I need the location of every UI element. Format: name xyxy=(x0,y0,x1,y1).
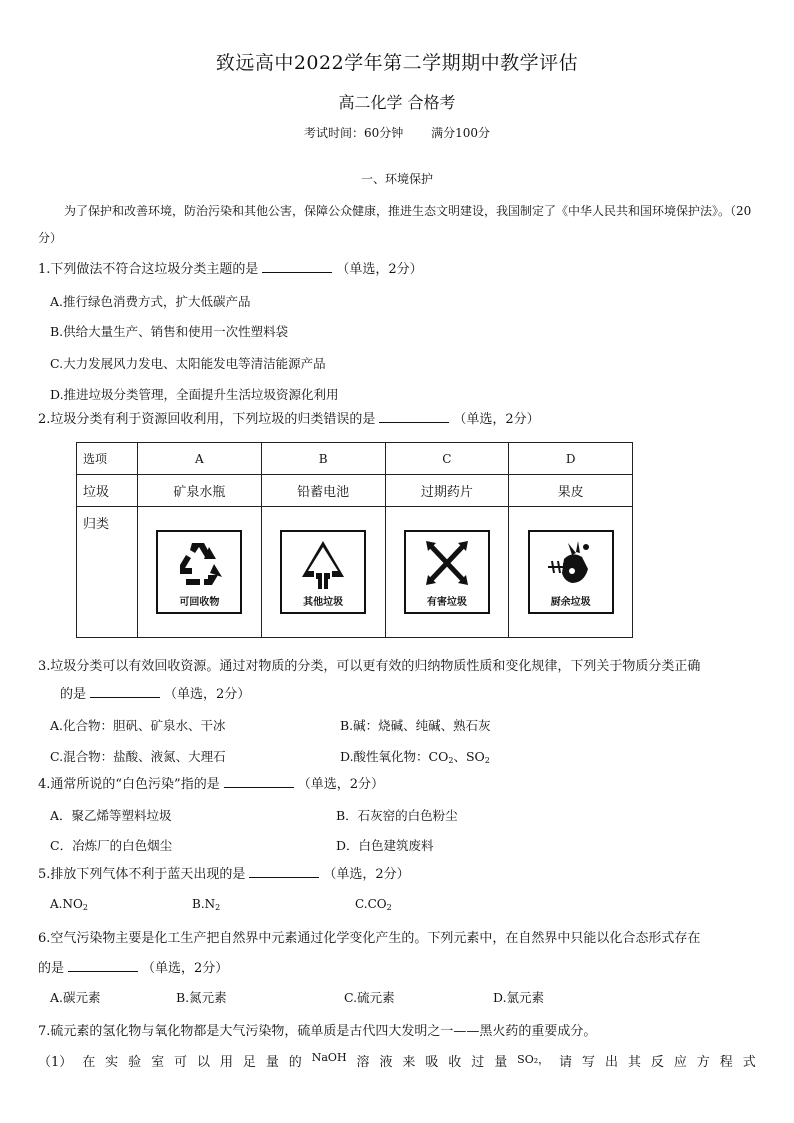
question-7-part-1-char: 溶 xyxy=(356,1055,370,1070)
q4-option-d: D．白色建筑废料 xyxy=(336,838,434,853)
hazardous-icon xyxy=(418,537,476,593)
sign-label: 其他垃圾 xyxy=(303,597,344,608)
question-7-part-1-char: 室 xyxy=(151,1055,165,1070)
q6-option-a: A.碳元素 xyxy=(50,990,101,1005)
hazardous-sign xyxy=(404,530,490,614)
table-cell xyxy=(138,507,262,638)
q1-option-d: D.推进垃圾分类管理，全面提升生活垃圾资源化利用 xyxy=(50,387,339,402)
column-header: B xyxy=(261,443,385,475)
subscript: 2 xyxy=(386,903,392,912)
question-7-part-1 xyxy=(38,1051,756,1070)
q5-option-c xyxy=(355,897,392,912)
q5-option-a xyxy=(50,897,88,912)
q6-option-d: D.氯元素 xyxy=(493,990,545,1005)
section-intro: 为了保护和改善环境，防治污染和其他公害，保障公众健康，推进生态文明建设，我国制定了《中华人民共和国环境保护法》。（20分） xyxy=(38,204,752,245)
answer-blank[interactable] xyxy=(68,958,138,972)
question-4-stem: 4.通常所说的“白色污染”指的是 xyxy=(38,777,220,792)
table-cell xyxy=(261,507,385,638)
question-tail: （单选，2分） xyxy=(164,687,251,702)
other-waste-sign xyxy=(280,530,366,614)
q6-option-c: C.硫元素 xyxy=(344,990,395,1005)
q4-option-c: C．冶炼厂的白色烟尘 xyxy=(50,838,173,853)
garbage-classification-table xyxy=(76,442,633,638)
question-7-part-1-char: 的 xyxy=(288,1055,302,1070)
question-7-part-1-char: 出 xyxy=(604,1055,618,1070)
sign-label: 有害垃圾 xyxy=(426,597,467,608)
question-7-part-1-char: NaOH xyxy=(311,1051,347,1064)
question-7-stem: 7.硫元素的氢化物与氧化物都是大气污染物，硫单质是古代四大发明之一——黑火药的重要成分。 xyxy=(38,1024,597,1039)
question-7-part-1-char: 收 xyxy=(448,1055,462,1070)
question-3-line2 xyxy=(60,683,250,702)
question-2 xyxy=(38,408,540,427)
question-7-part-1-char: 量 xyxy=(494,1055,508,1070)
question-3-stem: 3.垃圾分类可以有效回收资源。通过对物质的分类，可以更有效的归纳物质性质和变化规律，下列关于物质分类正确 xyxy=(38,659,701,674)
question-tail: （单选，2分） xyxy=(453,412,540,427)
option-text: C.CO xyxy=(355,897,387,911)
column-header: A xyxy=(138,443,262,475)
sign-label: 厨余垃圾 xyxy=(550,597,591,608)
answer-blank[interactable] xyxy=(249,864,319,878)
question-7-part-1-char: 程 xyxy=(719,1055,733,1070)
question-5-stem: 5.排放下列气体不利于蓝天出现的是 xyxy=(38,867,246,882)
q3-option-b: B.碱：烧碱、纯碱、熟石灰 xyxy=(340,718,491,733)
table-cell: 矿泉水瓶 xyxy=(138,475,262,507)
question-7-part-1-char: 式 xyxy=(742,1055,756,1070)
kitchen-waste-sign xyxy=(528,530,614,614)
question-7-part-1-char: 反 xyxy=(650,1055,664,1070)
column-header: C xyxy=(385,443,509,475)
question-7-part-1-char: 其 xyxy=(627,1055,641,1070)
option-text: 、SO xyxy=(453,749,485,764)
other-waste-icon xyxy=(294,537,352,593)
question-3-stem2: 的是 xyxy=(60,687,87,702)
table-cell xyxy=(509,507,633,638)
question-6-line2 xyxy=(38,957,228,976)
question-7-part-1-char: 方 xyxy=(696,1055,710,1070)
question-7-part-1-char: 验 xyxy=(128,1055,142,1070)
q3-option-a: A.化合物：胆矾、矿泉水、干冰 xyxy=(50,718,226,733)
table-cell: 过期药片 xyxy=(385,475,509,507)
question-6-stem: 6.空气污染物主要是化工生产把自然界中元素通过化学变化产生的。下列元素中，在自然界中只能以化合态形式存在 xyxy=(38,931,701,946)
question-7-part-1-char: 可 xyxy=(174,1055,188,1070)
answer-blank[interactable] xyxy=(262,259,332,273)
question-7-part-1-char: 液 xyxy=(379,1055,393,1070)
question-1-stem: 1.下列做法不符合这垃圾分类主题的是 xyxy=(38,262,259,277)
question-4 xyxy=(38,773,384,792)
question-7-part-1-char: SO₂， xyxy=(517,1053,550,1066)
exam-full-score: 满分100分 xyxy=(431,126,490,140)
q1-option-b: B.供给大量生产、销售和使用一次性塑料袋 xyxy=(50,324,289,339)
q4-option-a: A．聚乙烯等塑料垃圾 xyxy=(50,808,172,823)
question-7-part-1-char: 吸 xyxy=(425,1055,439,1070)
question-7-part-1-char: 用 xyxy=(219,1055,233,1070)
question-tail: （单选，2分） xyxy=(297,777,384,792)
table-row xyxy=(77,443,633,475)
table-cell: 铅蓄电池 xyxy=(261,475,385,507)
question-tail: （单选，2分） xyxy=(142,961,229,976)
question-7-part-1-char: 量 xyxy=(265,1055,279,1070)
question-7-part-1-char: （1） xyxy=(38,1055,73,1070)
q5-option-b xyxy=(192,897,220,912)
q1-option-c: C.大力发展风力发电、太阳能发电等清洁能源产品 xyxy=(50,356,326,371)
table-row xyxy=(77,475,633,507)
kitchen-waste-icon xyxy=(542,537,600,593)
row-label: 垃圾 xyxy=(77,475,138,507)
exam-subtitle: 高二化学 合格考 xyxy=(338,93,456,112)
table-cell: 果皮 xyxy=(509,475,633,507)
answer-blank[interactable] xyxy=(90,684,160,698)
row-label: 选项 xyxy=(77,443,138,475)
section-title: 一、环境保护 xyxy=(360,172,433,186)
question-1 xyxy=(38,258,423,277)
answer-blank[interactable] xyxy=(379,409,449,423)
recycle-icon xyxy=(170,537,228,593)
subscript: 2 xyxy=(484,756,490,765)
question-7-part-1-char: 实 xyxy=(105,1055,119,1070)
question-7-part-1-char: 过 xyxy=(471,1055,485,1070)
question-7-part-1-char: 在 xyxy=(82,1055,96,1070)
q1-option-a: A.推行绿色消费方式，扩大低碳产品 xyxy=(50,294,251,309)
subscript: 2 xyxy=(448,756,454,765)
question-7-part-1-char: 请 xyxy=(559,1055,573,1070)
sign-label: 可回收物 xyxy=(179,597,220,608)
question-7-part-1-char: 以 xyxy=(196,1055,210,1070)
question-tail: （单选，2分） xyxy=(323,867,410,882)
q3-option-c: C.混合物：盐酸、液氮、大理石 xyxy=(50,749,226,764)
question-tail: （单选，2分） xyxy=(336,262,423,277)
question-7-part-1-char: 写 xyxy=(582,1055,596,1070)
question-7-part-1-char: 足 xyxy=(242,1055,256,1070)
subscript: 2 xyxy=(215,903,221,912)
exam-time: 考试时间：60分钟 xyxy=(303,126,404,140)
question-7-part-1-char: 应 xyxy=(673,1055,687,1070)
option-text: A.NO xyxy=(50,897,83,911)
table-cell xyxy=(385,507,509,638)
table-row xyxy=(77,507,633,638)
question-6-stem2: 的是 xyxy=(38,961,65,976)
row-label: 归类 xyxy=(77,507,138,638)
subscript: 2 xyxy=(82,903,88,912)
q6-option-b: B.氮元素 xyxy=(176,990,227,1005)
question-7-part-1-char: 来 xyxy=(402,1055,416,1070)
question-5 xyxy=(38,863,410,882)
exam-meta xyxy=(0,124,794,141)
answer-blank[interactable] xyxy=(224,774,294,788)
recyclable-sign xyxy=(156,530,242,614)
q4-option-b: B．石灰窑的白色粉尘 xyxy=(336,808,458,823)
question-2-stem: 2.垃圾分类有利于资源回收利用，下列垃圾的归类错误的是 xyxy=(38,412,376,427)
exam-title: 致远高中2022学年第二学期期中教学评估 xyxy=(215,52,579,74)
column-header: D xyxy=(509,443,633,475)
q3-option-d xyxy=(340,747,490,765)
option-text: B.N xyxy=(192,897,216,911)
option-text: D.酸性氧化物：CO xyxy=(340,749,449,764)
